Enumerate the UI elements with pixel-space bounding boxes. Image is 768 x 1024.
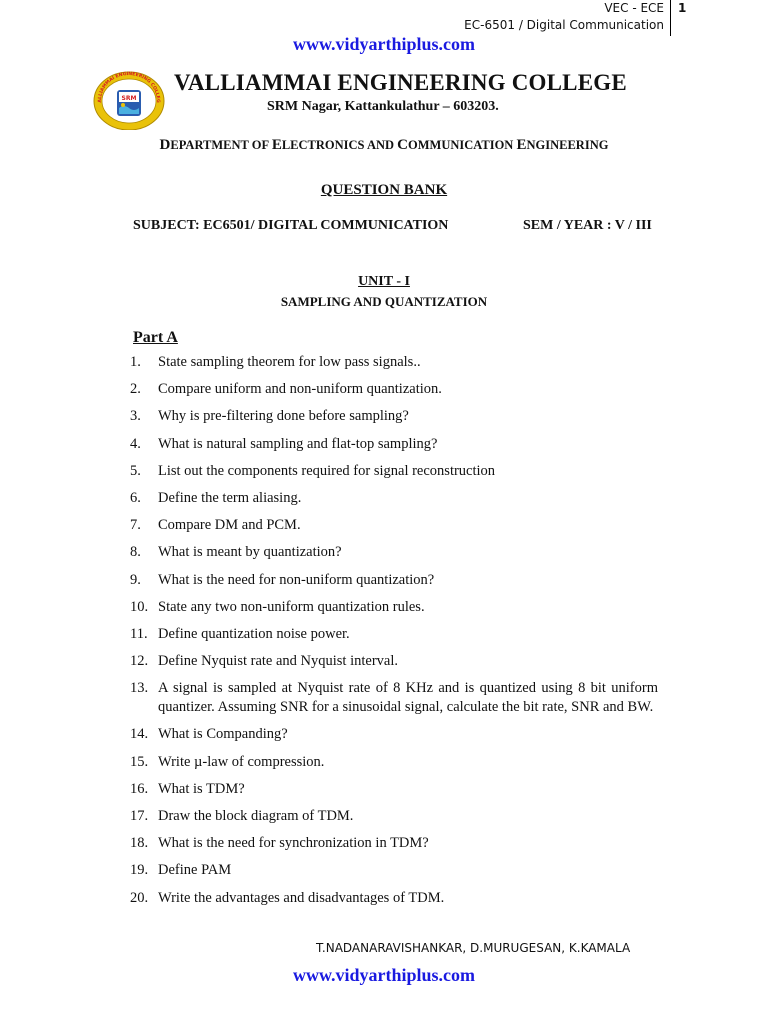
question-number: 4. [130, 435, 141, 452]
question-item [130, 407, 658, 426]
question-number: 11. [130, 625, 148, 642]
question-number: 20. [130, 889, 149, 906]
question-text: What is the need for non-uniform quantization? [158, 571, 435, 588]
authors-footer: T.NADANARAVISHANKAR, D.MURUGESAN, K.KAMALA [316, 941, 631, 955]
question-item [130, 679, 658, 717]
website-link-top[interactable]: www.vidyarthiplus.com [292, 34, 476, 54]
subject-line: SUBJECT: EC6501/ DIGITAL COMMUNICATION [133, 218, 449, 233]
question-item [130, 753, 658, 772]
question-item [130, 598, 658, 617]
question-number: 5. [130, 462, 141, 479]
question-item [130, 889, 658, 908]
question-item [130, 571, 658, 590]
college-name: VALLIAMMAI ENGINEERING COLLEGE [174, 70, 627, 95]
question-number: 8. [130, 544, 141, 561]
part-label: Part A [133, 329, 178, 346]
question-text: Define PAM [158, 862, 232, 879]
question-text: Write the advantages and disadvantages of TDM. [158, 889, 445, 906]
question-text: Define quantization noise power. [158, 625, 350, 642]
question-item [130, 652, 658, 671]
question-number: 12. [130, 653, 149, 670]
question-item [130, 780, 658, 799]
sem-year-line: SEM / YEAR : V / III [523, 218, 652, 233]
question-number: 9. [130, 571, 141, 588]
question-number: 14. [130, 726, 149, 743]
question-item [130, 489, 658, 508]
question-item [130, 353, 658, 372]
question-item [130, 725, 658, 744]
department-name [0, 137, 768, 154]
question-text: Define the term aliasing. [158, 489, 302, 506]
question-number: 3. [130, 408, 141, 425]
question-text: A signal is sampled at Nyquist rate of 8 KHz and is quantized using 8 bit uniform quantizer. Assuming SNR for a sinusoidal signal, calculate the bit rate, SNR and BW. [158, 680, 658, 716]
question-item [130, 807, 658, 826]
question-number: 10. [130, 598, 149, 615]
question-text: List out the components required for signal reconstruction [158, 462, 496, 479]
question-text: What is meant by quantization? [158, 544, 342, 561]
question-number: 16. [130, 780, 149, 797]
question-number: 17. [130, 808, 149, 824]
question-text: Draw the block diagram of TDM. [158, 808, 354, 824]
question-text: State sampling theorem for low pass signals.. [158, 354, 421, 370]
question-number: 2. [130, 381, 141, 398]
header-dept-tag: VEC - ECE [604, 1, 664, 15]
question-item [130, 516, 658, 535]
unit-title: SAMPLING AND QUANTIZATION [280, 294, 488, 309]
running-header [648, 0, 768, 36]
unit-label: UNIT - I [358, 274, 410, 289]
website-link-bottom[interactable]: www.vidyarthiplus.com [292, 965, 476, 985]
college-address: SRM Nagar, Kattankulathur – 603203. [267, 99, 499, 114]
question-text: Compare uniform and non-uniform quantization. [158, 381, 442, 398]
question-number: 7. [130, 517, 141, 534]
question-number: 13. [130, 680, 149, 697]
question-list [130, 353, 658, 916]
question-text: Why is pre-filtering done before sampling? [158, 408, 409, 425]
question-item [130, 380, 658, 399]
question-text: What is TDM? [158, 780, 245, 797]
header-divider [670, 0, 671, 36]
question-text: What is natural sampling and flat-top sampling? [158, 435, 438, 452]
question-number: 1. [130, 354, 141, 370]
header-course-tag: EC-6501 / Digital Communication [464, 18, 664, 32]
logo-ring-text: ALLIAMMAI ENGINEERING COLLEG [97, 71, 161, 103]
question-number: 15. [130, 753, 149, 770]
question-item [130, 462, 658, 481]
question-text: What is the need for synchronization in TDM? [158, 835, 429, 852]
question-item [130, 834, 658, 853]
question-item [130, 435, 658, 454]
college-logo [91, 68, 167, 130]
question-text: Compare DM and PCM. [158, 517, 301, 534]
question-text: Define Nyquist rate and Nyquist interval. [158, 653, 398, 670]
question-text: What is Companding? [158, 726, 288, 743]
question-number: 6. [130, 489, 141, 506]
question-item [130, 861, 658, 880]
question-text: Write µ-law of compression. [158, 753, 325, 770]
logo-center-text: SRM [121, 95, 137, 102]
department-text: DEPARTMENT OF ELECTRONICS AND COMMUNICATION ENGINEERING [159, 137, 609, 153]
question-number: 18. [130, 835, 149, 852]
question-number: 19. [130, 862, 149, 879]
question-item [130, 625, 658, 644]
document-title: QUESTION BANK [320, 182, 448, 198]
question-text: State any two non-uniform quantization rules. [158, 598, 425, 615]
question-item [130, 543, 658, 562]
page-number: 1 [678, 1, 687, 15]
